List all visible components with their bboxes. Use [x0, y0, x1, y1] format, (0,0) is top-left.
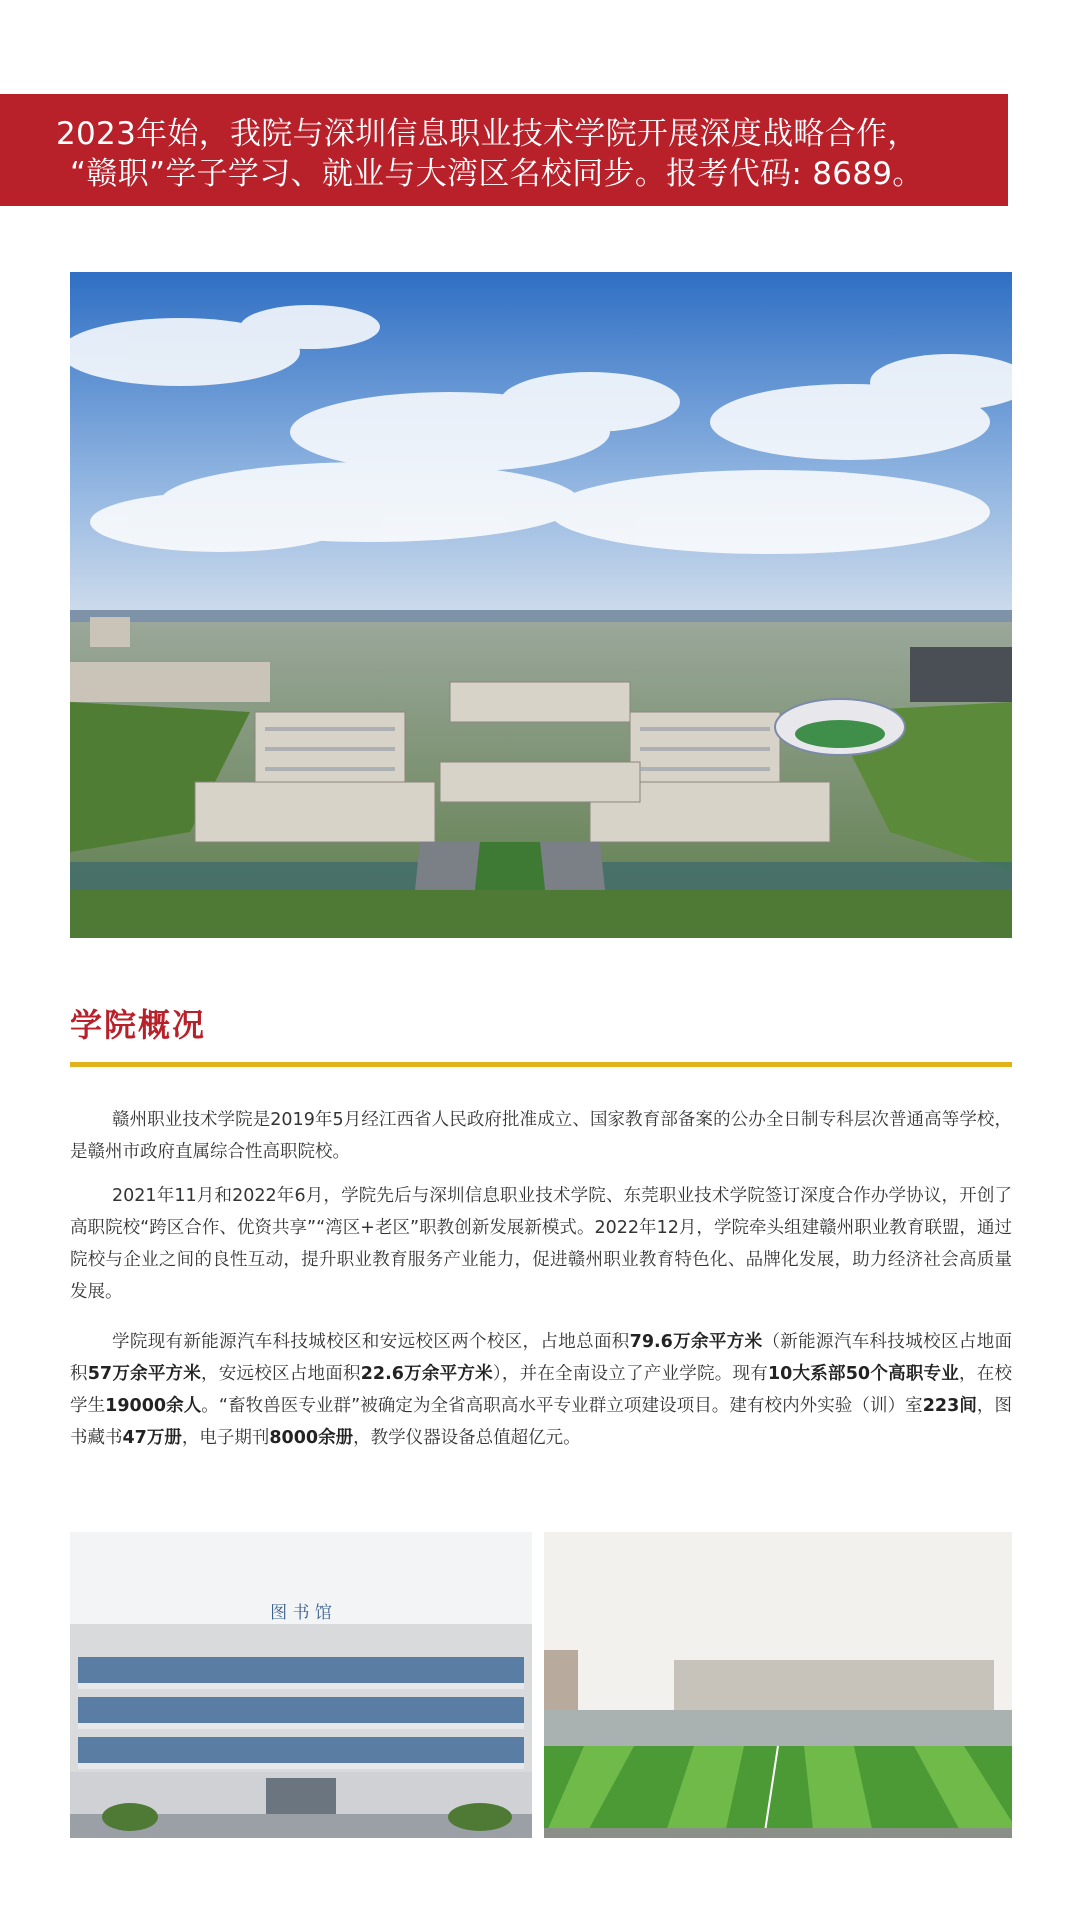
- text-run: ，教学仪器设备总值超亿元。: [353, 1428, 581, 1448]
- library-sign: 图 书 馆: [270, 1603, 332, 1623]
- lab-count: 223间: [922, 1396, 977, 1416]
- text-run: 。“畜牧兽医专业群”被确定为全省高职高水平专业群立项建设项目。建有校内外实验（训）室: [201, 1396, 923, 1416]
- departments-count: 10大系部50个高职专业: [767, 1364, 960, 1384]
- section-divider: [70, 1062, 1012, 1067]
- sports-field-photo: [544, 1532, 1012, 1838]
- header-banner: [0, 94, 1008, 206]
- banner-line-1: 2023年始，我院与深圳信息职业技术学院开展深度战略合作，: [56, 116, 919, 152]
- cooperation-paragraph: 2021年11月和2022年6月，学院先后与深圳信息职业技术学院、东莞职业技术学院签订深度合作办学协议，开创了高职院校“跨区合作、优资共享”“湾区+老区”职教创新发展新模式。2022年12月，学院牵头组建赣州职业教育联盟，通过院校与企业之间的良性互动，提升职业教育服务产业能力，促进赣州职业教育特色化、品牌化发展，助力经济社会高质量发展。: [70, 1186, 1012, 1302]
- area-anyuan-campus: 22.6万余平方米: [360, 1364, 493, 1384]
- ejournal-count: 8000余册: [269, 1428, 354, 1448]
- intro-paragraph: 赣州职业技术学院是2019年5月经江西省人民政府批准成立、国家教育部备案的公办全日制专科层次普通高等学校，是赣州市政府直属综合性高职院校。: [70, 1110, 1012, 1162]
- library-photo: [70, 1532, 532, 1838]
- text-run: ），并在全南设立了产业学院。现有: [492, 1364, 768, 1384]
- text-run: ，在校学生: [70, 1364, 1013, 1416]
- campus-facts-paragraph: [70, 1326, 1012, 1454]
- student-count: 19000余人: [105, 1396, 202, 1416]
- section-title: 学院概况: [70, 1006, 207, 1044]
- text-run: ，安远校区占地面积: [201, 1364, 361, 1384]
- text-run: 学院现有新能源汽车科技城校区和安远校区两个校区，占地总面积: [112, 1332, 630, 1352]
- campus-aerial-photo: [70, 272, 1012, 938]
- banner-line-2: “赣职”学子学习、就业与大湾区名校同步。报考代码: 8689。: [70, 156, 924, 192]
- text-run: ，图书藏书: [70, 1396, 1013, 1448]
- text-run: ，电子期刊: [181, 1428, 270, 1448]
- area-total: 79.6万余平方米: [629, 1332, 763, 1352]
- area-main-campus: 57万余平方米: [87, 1364, 202, 1384]
- book-count: 47万册: [122, 1428, 182, 1448]
- text-run: （新能源汽车科技城校区占地面积: [70, 1332, 1012, 1384]
